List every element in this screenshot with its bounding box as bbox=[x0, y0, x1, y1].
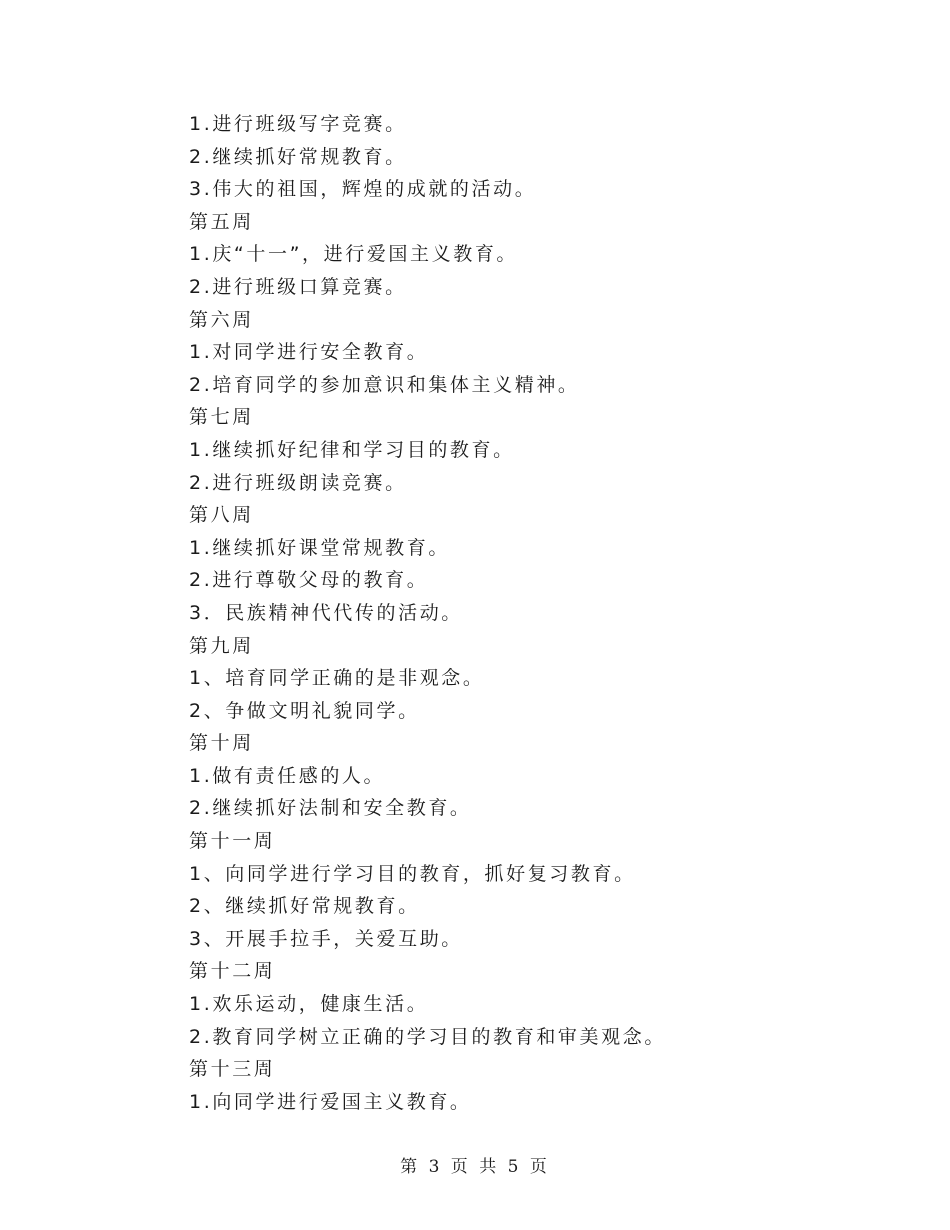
text-line: 1.继续抓好纪律和学习目的教育。 bbox=[189, 438, 515, 461]
text-line: 1、向同学进行学习目的教育，抓好复习教育。 bbox=[189, 862, 636, 885]
text-line: 1.向同学进行爱国主义教育。 bbox=[189, 1090, 472, 1113]
text-line: 1、培育同学正确的是非观念。 bbox=[189, 667, 485, 690]
week-heading: 第七周 bbox=[189, 406, 254, 429]
week-heading: 第五周 bbox=[189, 210, 254, 233]
text-line: 2.继续抓好法制和安全教育。 bbox=[189, 797, 472, 820]
text-line: 2.进行班级口算竞赛。 bbox=[189, 275, 407, 298]
text-line: 2、争做文明礼貌同学。 bbox=[189, 699, 420, 722]
text-line: 2.教育同学树立正确的学习目的教育和审美观念。 bbox=[189, 1025, 666, 1048]
text-line: 1.对同学进行安全教育。 bbox=[189, 341, 429, 364]
text-line: 3．民族精神代代传的活动。 bbox=[189, 601, 463, 624]
week-heading: 第六周 bbox=[189, 308, 254, 331]
text-line: 1.做有责任感的人。 bbox=[189, 764, 386, 787]
text-line: 2、继续抓好常规教育。 bbox=[189, 895, 420, 918]
week-heading: 第九周 bbox=[189, 634, 254, 657]
text-line: 1.欢乐运动，健康生活。 bbox=[189, 993, 429, 1016]
text-line: 2.进行尊敬父母的教育。 bbox=[189, 569, 429, 592]
text-line: 3、开展手拉手，关爱互助。 bbox=[189, 927, 463, 950]
text-line: 2.进行班级朗读竞赛。 bbox=[189, 471, 407, 494]
week-heading: 第十周 bbox=[189, 732, 254, 755]
text-line: 1.进行班级写字竞赛。 bbox=[189, 113, 407, 135]
text-line: 2.继续抓好常规教育。 bbox=[189, 145, 407, 168]
text-line: 1.庆“十一”，进行爱国主义教育。 bbox=[189, 243, 519, 266]
page-number-footer: 第 3 页 共 5 页 bbox=[400, 1157, 550, 1177]
week-heading: 第十三周 bbox=[189, 1058, 276, 1081]
text-line: 3.伟大的祖国，辉煌的成就的活动。 bbox=[189, 178, 537, 201]
week-heading: 第八周 bbox=[189, 504, 254, 527]
week-heading: 第十一周 bbox=[189, 830, 276, 853]
week-heading: 第十二周 bbox=[189, 960, 276, 983]
text-line: 2.培育同学的参加意识和集体主义精神。 bbox=[189, 373, 580, 396]
document-body bbox=[189, 108, 889, 1118]
text-line: 1.继续抓好课堂常规教育。 bbox=[189, 536, 450, 559]
